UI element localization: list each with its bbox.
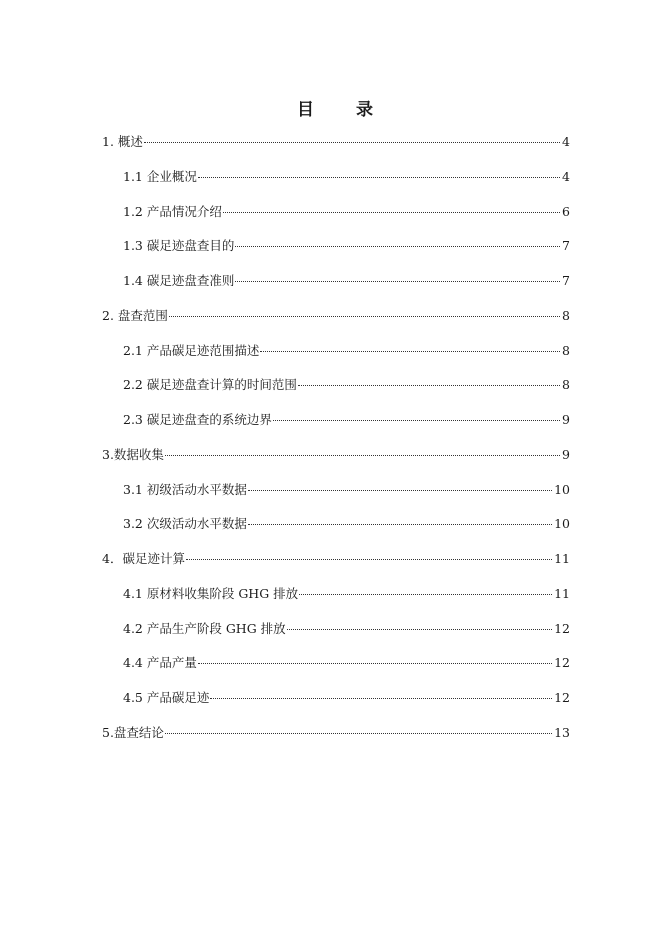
toc-entry-page-number: 6 xyxy=(562,203,570,219)
dot-leader xyxy=(223,212,560,213)
toc-entry-label: 1.1 企业概况 xyxy=(123,168,197,184)
toc-entry-page-number: 12 xyxy=(554,655,570,671)
toc-entry-label: 2.2 碳足迹盘查计算的时间范围 xyxy=(123,377,297,393)
toc-entry-page-number: 11 xyxy=(554,585,570,601)
toc-entry[interactable] xyxy=(102,305,570,340)
toc-entry-page-number: 10 xyxy=(554,481,570,497)
toc-entry-label: 4.2 产品生产阶段 GHG 排放 xyxy=(123,620,286,636)
toc-entry[interactable] xyxy=(102,583,570,618)
dot-leader xyxy=(198,663,552,664)
toc-entry[interactable] xyxy=(102,652,570,687)
toc-entry[interactable] xyxy=(102,374,570,409)
dot-leader xyxy=(235,246,560,247)
toc-entry[interactable] xyxy=(102,513,570,548)
toc-entry-label: 2. 盘查范围 xyxy=(102,307,168,323)
toc-entry-page-number: 7 xyxy=(562,273,570,288)
toc-entry-label: 3.1 初级活动水平数据 xyxy=(123,481,247,497)
dot-leader xyxy=(165,733,552,734)
toc-entry-label: 4.5 产品碳足迹 xyxy=(123,690,210,705)
dot-leader xyxy=(169,316,560,317)
table-of-contents xyxy=(102,131,570,757)
dot-leader xyxy=(299,594,552,595)
toc-entry-label: 4．碳足迹计算 xyxy=(102,551,185,566)
toc-entry-page-number: 12 xyxy=(554,620,570,636)
toc-entry-label: 1.4 碳足迹盘查准则 xyxy=(123,273,235,288)
toc-entry[interactable] xyxy=(102,270,570,305)
toc-entry[interactable] xyxy=(102,131,570,166)
toc-entry-label: 1. 概述 xyxy=(102,134,143,149)
toc-entry[interactable] xyxy=(102,201,570,236)
toc-entry[interactable] xyxy=(102,479,570,514)
toc-entry-page-number: 4 xyxy=(562,168,570,184)
toc-entry-page-number: 8 xyxy=(562,377,570,393)
dot-leader xyxy=(235,281,560,282)
toc-entry-label: 3.2 次级活动水平数据 xyxy=(123,516,247,532)
toc-entry-page-number: 13 xyxy=(554,724,570,740)
toc-entry-label: 5.盘查结论 xyxy=(102,724,164,740)
toc-entry-page-number: 11 xyxy=(554,551,570,566)
toc-entry-page-number: 10 xyxy=(554,516,570,532)
toc-entry[interactable] xyxy=(102,340,570,375)
dot-leader xyxy=(198,177,560,178)
toc-entry-page-number: 4 xyxy=(562,134,570,149)
toc-entry-page-number: 9 xyxy=(562,412,570,427)
toc-entry-label: 2.1 产品碳足迹范围描述 xyxy=(123,342,260,358)
toc-entry-label: 2.3 碳足迹盘查的系统边界 xyxy=(123,412,272,427)
toc-entry[interactable] xyxy=(102,548,570,583)
toc-entry-page-number: 7 xyxy=(562,238,570,254)
dot-leader xyxy=(287,629,552,630)
toc-title: 目 录 xyxy=(297,100,391,120)
toc-entry-label: 4.1 原材料收集阶段 GHG 排放 xyxy=(123,585,299,601)
dot-leader xyxy=(248,524,552,525)
toc-entry[interactable] xyxy=(102,235,570,270)
dot-leader xyxy=(248,490,552,491)
toc-entry[interactable] xyxy=(102,409,570,444)
toc-entry-label: 4.4 产品产量 xyxy=(123,655,197,671)
dot-leader xyxy=(273,420,560,421)
dot-leader xyxy=(260,351,560,352)
dot-leader xyxy=(165,455,560,456)
toc-entry-page-number: 8 xyxy=(562,342,570,358)
toc-entry-label: 3.数据收集 xyxy=(102,446,164,462)
dot-leader xyxy=(210,698,552,699)
toc-entry-page-number: 8 xyxy=(562,307,570,323)
dot-leader xyxy=(298,385,560,386)
toc-entry[interactable] xyxy=(102,444,570,479)
toc-entry[interactable] xyxy=(102,618,570,653)
toc-entry[interactable] xyxy=(102,687,570,722)
toc-entry-label: 1.2 产品情况介绍 xyxy=(123,203,222,219)
toc-entry-page-number: 12 xyxy=(554,690,570,705)
toc-entry[interactable] xyxy=(102,166,570,201)
toc-entry[interactable] xyxy=(102,722,570,757)
toc-entry-page-number: 9 xyxy=(562,446,570,462)
dot-leader xyxy=(144,142,560,143)
dot-leader xyxy=(186,559,552,560)
toc-entry-label: 1.3 碳足迹盘查目的 xyxy=(123,238,235,254)
